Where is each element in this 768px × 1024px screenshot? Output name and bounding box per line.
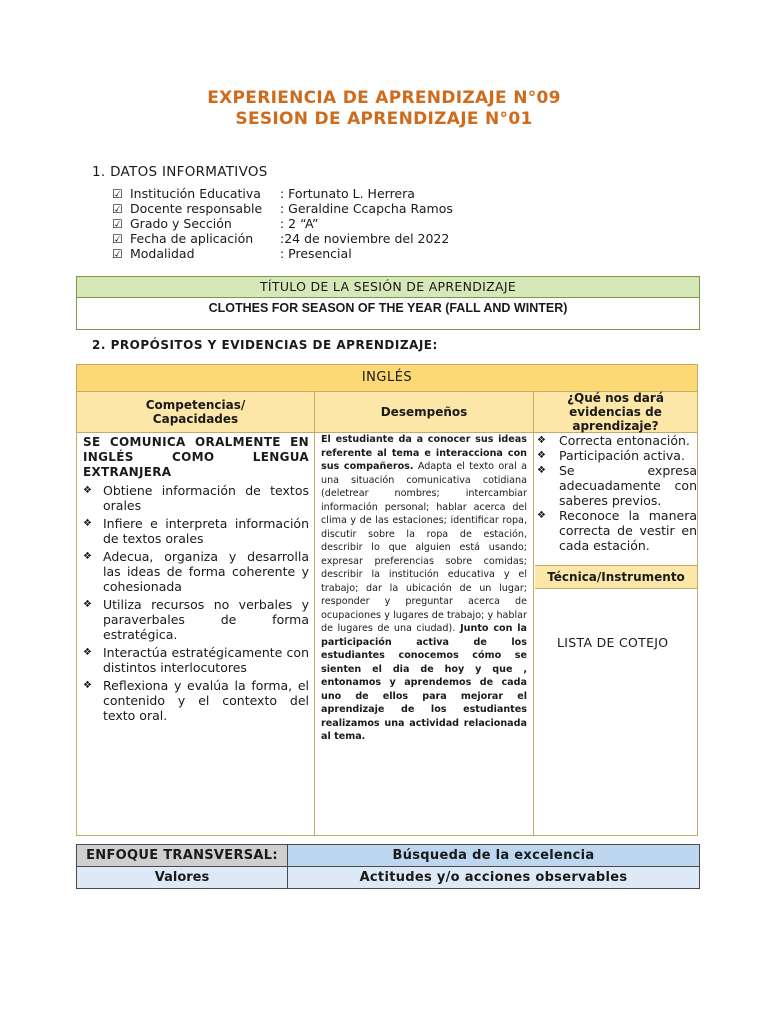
capacidad-text: Reflexiona y evalúa la forma, el contenido y el contexto del texto oral. bbox=[103, 678, 309, 723]
session-title: SESION DE APRENDIZAJE N°01 bbox=[235, 109, 533, 129]
evidencia-text: Se expresa adecuadamente con saberes previos. bbox=[559, 463, 697, 508]
diamond-bullet-icon: ❖ bbox=[83, 647, 92, 658]
checkbox-icon: ☑ bbox=[112, 216, 123, 231]
evidencia-item bbox=[537, 508, 697, 553]
capacidad-item bbox=[83, 597, 309, 642]
info-value: :24 de noviembre del 2022 bbox=[280, 231, 450, 246]
diamond-bullet-icon: ❖ bbox=[83, 518, 92, 529]
info-row-institucion bbox=[112, 186, 453, 201]
evidencias-cell bbox=[537, 433, 697, 553]
evidencia-text: Participación activa. bbox=[559, 448, 685, 463]
checkbox-icon: ☑ bbox=[112, 246, 123, 261]
info-label: Modalidad bbox=[130, 246, 195, 261]
info-label: Grado y Sección bbox=[130, 216, 232, 231]
desempeno-intro: El estudiante da a conocer sus ideas referente al tema e interacciona con sus compañeros. bbox=[321, 434, 527, 472]
capacidad-text: Interactúa estratégicamente con distintos interlocutores bbox=[103, 645, 309, 675]
session-title-header: TÍTULO DE LA SESIÓN DE APRENDIZAJE bbox=[77, 277, 699, 298]
capacidad-text: Obtiene información de textos orales bbox=[103, 483, 309, 513]
section-datos-informativos-heading: 1. DATOS INFORMATIVOS bbox=[92, 164, 268, 180]
capacidad-item bbox=[83, 483, 309, 513]
tecnica-instrumento-header: Técnica/Instrumento bbox=[535, 565, 697, 589]
info-value: : 2 “A” bbox=[280, 216, 319, 231]
info-value: : Fortunato L. Herrera bbox=[280, 186, 415, 201]
info-row-modalidad bbox=[112, 246, 453, 261]
evidencia-item bbox=[537, 448, 697, 463]
enfoque-value: Búsqueda de la excelencia bbox=[288, 845, 699, 866]
col-header-desempenos: Desempeños bbox=[315, 392, 533, 433]
column-divider bbox=[314, 392, 315, 835]
diamond-bullet-icon: ❖ bbox=[537, 435, 546, 446]
desempeno-body: Adapta el texto oral a una situación comunicativa cotidiana (deletrear nombres; intercambiar información personal; hablar acerca del clima y de las estaciones; identificar ropa, discutir sobre la ropa de estación, describir lo que alguien está usando; expresar preferencias sobre comidas; describir la institución educativa y el trabajo; dar la ubicación de un lugar; responder y preguntar acerca de ocupaciones y lugares de trabajo; y hablar de lugares de una ciudad). bbox=[321, 461, 527, 634]
enfoque-label: ENFOQUE TRANSVERSAL: bbox=[77, 845, 288, 866]
capacidad-item bbox=[83, 516, 309, 546]
evidencia-text: Correcta entonación. bbox=[559, 433, 690, 448]
col-header-evidencias bbox=[534, 392, 697, 433]
capacidad-text: Infiere e interpreta información de textos orales bbox=[103, 516, 309, 546]
checkbox-icon: ☑ bbox=[112, 201, 123, 216]
capacidad-item bbox=[83, 678, 309, 723]
desempenos-cell bbox=[321, 433, 527, 744]
checkbox-icon: ☑ bbox=[112, 186, 123, 201]
diamond-bullet-icon: ❖ bbox=[537, 465, 546, 476]
evidencia-item bbox=[537, 463, 697, 508]
competencia-title: SE COMUNICA ORALMENTE EN INGLÉS COMO LENGUA EXTRANJERA bbox=[83, 435, 309, 479]
column-divider bbox=[533, 392, 534, 835]
desempeno-closing: Junto con la participación activa de los estudiantes conocemos cómo se sienten el dia de hoy y que , entonamos y aprendemos de cada uno de ellos para mejorar el aprendizaje de los estudiantes realizamos una actividad relacionada al tema. bbox=[321, 623, 528, 742]
session-title-value: CLOTHES FOR SEASON OF THE YEAR (FALL AND WINTER) bbox=[208, 301, 568, 315]
diamond-bullet-icon: ❖ bbox=[83, 599, 92, 610]
session-title-box bbox=[76, 276, 700, 330]
valores-row bbox=[77, 866, 699, 888]
capacidad-item bbox=[83, 549, 309, 594]
capacidad-text: Utiliza recursos no verbales y paraverbales de forma estratégica. bbox=[103, 597, 309, 642]
enfoque-row bbox=[77, 845, 699, 866]
acciones-label: Actitudes y/o acciones observables bbox=[288, 867, 699, 888]
propositos-table bbox=[76, 364, 698, 836]
info-row-fecha bbox=[112, 231, 453, 246]
experience-title: EXPERIENCIA DE APRENDIZAJE N°09 bbox=[207, 88, 561, 108]
valores-label: Valores bbox=[77, 867, 288, 888]
instrumento-value: LISTA DE COTEJO bbox=[557, 635, 669, 650]
datos-informativos-list bbox=[112, 186, 453, 261]
info-value: : Presencial bbox=[280, 246, 352, 261]
col-header-competencias-text: Competencias/ Capacidades bbox=[145, 398, 246, 426]
diamond-bullet-icon: ❖ bbox=[83, 680, 92, 691]
info-value: : Geraldine Ccapcha Ramos bbox=[280, 201, 453, 216]
evidencia-text: Reconoce la manera correcta de vestir en cada estación. bbox=[559, 508, 697, 553]
info-label: Docente responsable bbox=[130, 201, 263, 216]
evidencia-item bbox=[537, 433, 697, 448]
info-label: Fecha de aplicación bbox=[130, 231, 254, 246]
diamond-bullet-icon: ❖ bbox=[537, 510, 546, 521]
col-header-evidencias-text: ¿Qué nos dará evidencias de aprendizaje? bbox=[567, 391, 664, 433]
capacidad-text: Adecua, organiza y desarrolla las ideas de forma coherente y cohesionada bbox=[103, 549, 309, 594]
info-label: Institución Educativa bbox=[130, 186, 261, 201]
area-header: INGLÉS bbox=[77, 365, 697, 392]
diamond-bullet-icon: ❖ bbox=[83, 551, 92, 562]
capacidad-item bbox=[83, 645, 309, 675]
enfoque-transversal-table bbox=[76, 844, 700, 889]
competencias-cell bbox=[83, 435, 309, 723]
section-propositos-heading: 2. PROPÓSITOS Y EVIDENCIAS DE APRENDIZAJE: bbox=[92, 338, 438, 352]
col-header-competencias bbox=[77, 392, 314, 433]
diamond-bullet-icon: ❖ bbox=[83, 485, 92, 496]
checkbox-icon: ☑ bbox=[112, 231, 123, 246]
diamond-bullet-icon: ❖ bbox=[537, 450, 546, 461]
info-row-grado bbox=[112, 216, 453, 231]
info-row-docente bbox=[112, 201, 453, 216]
